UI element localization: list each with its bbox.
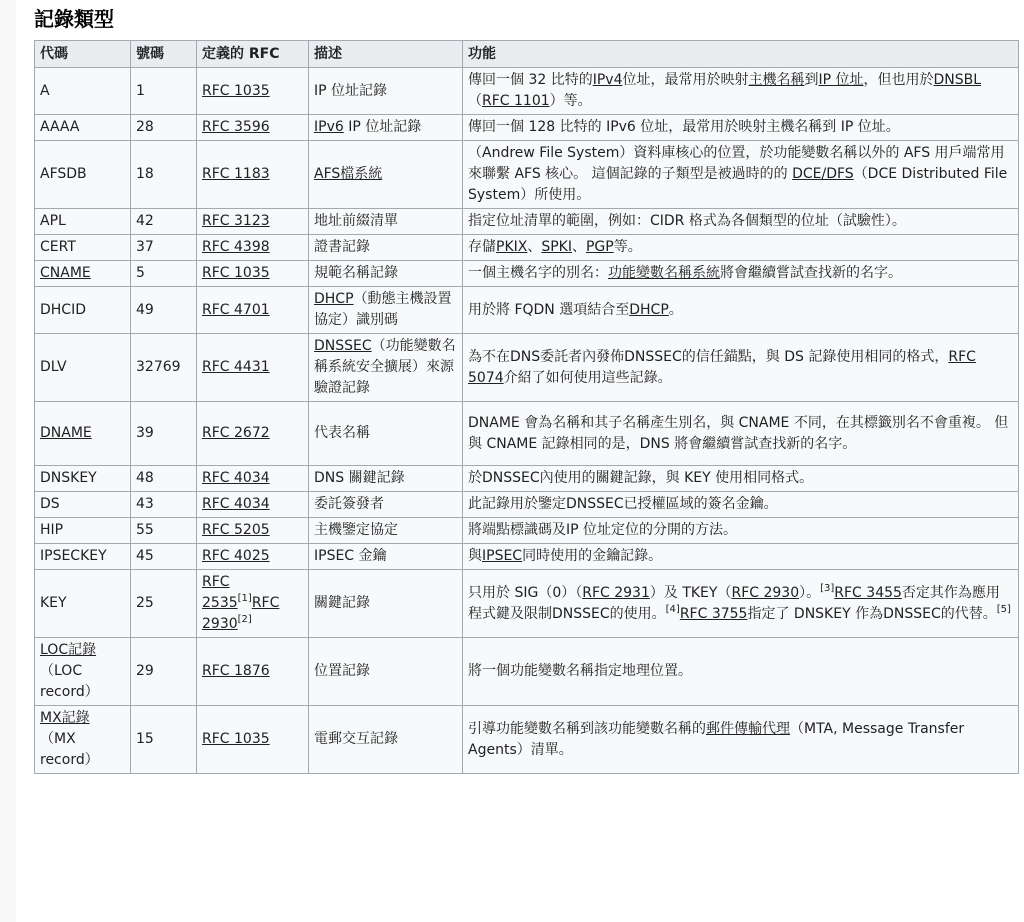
cell-text: CERT <box>40 239 76 255</box>
cell-text: 主機鑒定協定 <box>314 522 398 538</box>
table-row <box>35 706 1019 774</box>
cell-number <box>131 544 197 570</box>
cell-description <box>309 570 463 638</box>
cell-number <box>131 570 197 638</box>
cell-rfc <box>197 287 309 334</box>
cell-link[interactable]: IPSEC <box>482 548 523 564</box>
cell-text: 5 <box>136 265 145 281</box>
cell-text: 37 <box>136 239 154 255</box>
cell-link[interactable]: PKIX <box>496 239 528 255</box>
cell-text: 關鍵記錄 <box>314 595 370 611</box>
cell-link[interactable]: RFC 1183 <box>202 166 270 182</box>
cell-text: 與 <box>468 548 482 564</box>
cell-link[interactable]: DHCP <box>314 291 354 307</box>
cell-description <box>309 466 463 492</box>
cell-text: 到 <box>804 72 819 88</box>
cell-text: AFSDB <box>40 166 87 182</box>
cell-text: （Andrew File System）資料庫核心的位置，於功能變數名稱以外的 AFS 用戶端常用來聯繫 AFS 核心。 這個記錄的子類型是被過時的的 <box>468 145 1005 182</box>
cell-link[interactable]: RFC 1035 <box>202 265 270 281</box>
cell-function <box>463 209 1019 235</box>
cell-link[interactable]: PGP <box>585 239 614 255</box>
cell-text: 同時使用的金鑰記錄。 <box>522 548 663 564</box>
cell-text: 28 <box>136 119 154 135</box>
cell-number <box>131 68 197 115</box>
cell-code <box>35 68 131 115</box>
cell-text: 25 <box>136 595 154 611</box>
cell-function <box>463 115 1019 141</box>
cell-link[interactable]: DNAME <box>40 425 92 441</box>
cell-text: 1 <box>136 82 145 99</box>
cell-description <box>309 492 463 518</box>
cell-function <box>463 706 1019 774</box>
table-row <box>35 544 1019 570</box>
cell-function <box>463 466 1019 492</box>
cell-text: （功能變數名稱系統安全擴展）來源驗證記錄 <box>314 338 456 396</box>
cell-text: ，但也用於 <box>863 72 934 88</box>
cell-function <box>463 261 1019 287</box>
cell-description <box>309 334 463 402</box>
cell-text: （LOC record） <box>40 663 99 700</box>
cell-code <box>35 492 131 518</box>
cell-text: 18 <box>136 166 154 182</box>
cell-text: 規範名稱記錄 <box>314 265 398 281</box>
cell-number <box>131 287 197 334</box>
cell-text: IP 位址記錄 <box>343 119 422 135</box>
header-rfc: 定義的 RFC <box>197 41 309 68</box>
cell-text: 。 <box>668 301 683 318</box>
cell-function <box>463 402 1019 466</box>
cell-rfc <box>197 115 309 141</box>
cell-code <box>35 287 131 334</box>
cell-link[interactable]: RFC 1101 <box>482 93 550 109</box>
record-types-table <box>34 40 1019 774</box>
cell-text: 43 <box>136 496 154 512</box>
cell-code <box>35 466 131 492</box>
cell-description <box>309 115 463 141</box>
cell-link[interactable]: RFC 4025 <box>202 548 270 564</box>
cell-rfc <box>197 235 309 261</box>
cell-text: IP 位址記錄 <box>314 82 388 99</box>
cell-text: IPSEC 金鑰 <box>314 548 387 564</box>
cell-link[interactable]: RFC 3455 <box>834 584 902 601</box>
cell-link[interactable]: 主機名稱 <box>748 72 805 88</box>
cell-text: 引導功能變數名稱到該功能變數名稱的 <box>468 720 706 737</box>
cell-description <box>309 706 463 774</box>
cell-number <box>131 492 197 518</box>
cell-link[interactable]: 功能變數名稱系統 <box>608 265 720 281</box>
cell-rfc <box>197 544 309 570</box>
table-row <box>35 518 1019 544</box>
cell-number <box>131 466 197 492</box>
footnote-ref[interactable]: [1] <box>237 593 252 604</box>
cell-number <box>131 402 197 466</box>
cell-link[interactable]: RFC 4398 <box>202 239 270 255</box>
cell-text: 用於將 FQDN 選項結合至 <box>468 301 630 318</box>
cell-text: 45 <box>136 548 154 564</box>
cell-text: 29 <box>136 663 154 679</box>
cell-function <box>463 68 1019 115</box>
cell-text: 委託簽發者 <box>314 496 384 512</box>
cell-rfc <box>197 492 309 518</box>
cell-code <box>35 544 131 570</box>
cell-code <box>35 402 131 466</box>
footnote-ref[interactable]: [2] <box>237 614 252 625</box>
cell-text: 指定了 DNSKEY 作為DNSSEC的代替。 <box>747 605 997 622</box>
cell-description <box>309 287 463 334</box>
cell-link[interactable]: RFC 2535 <box>202 574 238 611</box>
table-row <box>35 287 1019 334</box>
header-description: 描述 <box>309 41 463 68</box>
table-row <box>35 334 1019 402</box>
table-row <box>35 466 1019 492</box>
footnote-ref[interactable]: [4] <box>665 603 680 615</box>
table-row <box>35 261 1019 287</box>
cell-description <box>309 518 463 544</box>
cell-code <box>35 261 131 287</box>
cell-link[interactable]: DHCP <box>629 301 669 318</box>
cell-number <box>131 518 197 544</box>
cell-text: 將端點標識碼及IP 位址定位的分開的方法。 <box>468 522 738 538</box>
cell-description <box>309 209 463 235</box>
cell-link[interactable]: RFC 4034 <box>202 496 270 512</box>
cell-text: 將一個功能變數名稱指定地理位置。 <box>468 663 692 679</box>
header-function: 功能 <box>463 41 1019 68</box>
cell-text: 指定位址清單的範圍，例如：CIDR 格式為各個類型的位址（試驗性）。 <box>468 213 906 229</box>
cell-link[interactable]: RFC 1876 <box>202 663 270 679</box>
cell-text: 32769 <box>136 359 181 375</box>
cell-text: 電郵交互記錄 <box>314 731 398 747</box>
cell-text: 15 <box>136 731 154 747</box>
cell-description <box>309 235 463 261</box>
cell-link[interactable]: RFC 4431 <box>202 359 270 375</box>
cell-text: APL <box>40 213 66 229</box>
cell-function <box>463 638 1019 706</box>
cell-rfc <box>197 518 309 544</box>
header-row <box>35 41 1019 68</box>
cell-text: 地址前綴清單 <box>314 213 398 229</box>
cell-rfc <box>197 638 309 706</box>
cell-code <box>35 209 131 235</box>
cell-description <box>309 141 463 209</box>
table-row <box>35 402 1019 466</box>
cell-text: 位置記錄 <box>314 663 370 679</box>
cell-text: 傳回一個 32 比特的 <box>468 72 593 88</box>
cell-link[interactable]: DNSSEC <box>314 338 372 354</box>
cell-description <box>309 402 463 466</box>
cell-text: 傳回一個 128 比特的 IPv6 位址，最常用於映射主機名稱到 IP 位址。 <box>468 119 900 135</box>
cell-link[interactable]: DNSBL <box>933 72 982 88</box>
cell-link[interactable]: RFC 4701 <box>202 301 270 318</box>
cell-rfc <box>197 68 309 115</box>
cell-text: 42 <box>136 213 154 229</box>
article-content <box>34 0 1018 774</box>
cell-link[interactable]: RFC 3123 <box>202 213 270 229</box>
cell-link[interactable]: MX記錄 <box>40 710 90 726</box>
cell-rfc <box>197 570 309 638</box>
cell-text: DNAME 會為名稱和其子名稱產生別名，與 CNAME 不同，在其標籤別名不會重複。 但與 CNAME 記錄相同的是，DNS 將會繼續嘗試查找新的名字。 <box>468 414 1009 452</box>
cell-code <box>35 235 131 261</box>
cell-text: 此記錄用於鑒定DNSSEC已授權區域的簽名金鑰。 <box>468 496 778 512</box>
cell-text: 55 <box>136 522 154 538</box>
cell-function <box>463 492 1019 518</box>
cell-rfc <box>197 261 309 287</box>
cell-link[interactable]: RFC 2672 <box>202 425 270 441</box>
cell-link[interactable]: CNAME <box>40 265 91 281</box>
cell-text: 為不在DNS委託者內發佈DNSSEC的信任錨點，與 DS 記錄使用相同的格式， <box>468 348 949 365</box>
header-code: 代碼 <box>35 41 131 68</box>
cell-text: 代表名稱 <box>314 425 370 441</box>
cell-link[interactable]: RFC 2931 <box>582 584 650 601</box>
cell-text: DNSKEY <box>40 470 97 486</box>
cell-text: 等。 <box>613 239 642 255</box>
cell-function <box>463 544 1019 570</box>
table-row <box>35 235 1019 261</box>
cell-link[interactable]: LOC記錄 <box>40 642 97 658</box>
cell-link[interactable]: 郵件傳輸代理 <box>706 720 790 737</box>
cell-code <box>35 518 131 544</box>
cell-text: AAAA <box>40 119 80 135</box>
cell-link[interactable]: RFC 2930 <box>731 584 800 601</box>
cell-link[interactable]: RFC 3596 <box>202 119 270 135</box>
cell-code <box>35 570 131 638</box>
cell-text: 、 <box>571 239 586 255</box>
cell-text: 介紹了如何使用這些記錄。 <box>503 369 672 386</box>
cell-function <box>463 334 1019 402</box>
cell-text: 將會繼續嘗試查找新的名字。 <box>720 265 902 281</box>
cell-link[interactable]: SPKI <box>541 239 572 255</box>
cell-link[interactable]: RFC 4034 <box>202 470 270 486</box>
cell-code <box>35 141 131 209</box>
cell-code <box>35 334 131 402</box>
cell-number <box>131 235 197 261</box>
cell-text: 證書記錄 <box>314 239 370 255</box>
cell-link[interactable]: RFC 1035 <box>202 82 270 99</box>
cell-rfc <box>197 334 309 402</box>
cell-text: 於DNSSEC內使用的關鍵記錄，與 KEY 使用相同格式。 <box>468 470 814 486</box>
cell-text: IPSECKEY <box>40 548 107 564</box>
cell-description <box>309 638 463 706</box>
cell-link[interactable]: RFC 2930 <box>202 595 280 632</box>
cell-function <box>463 570 1019 638</box>
cell-rfc <box>197 466 309 492</box>
cell-text: （動態主機設置協定）識別碼 <box>314 291 452 328</box>
cell-rfc <box>197 141 309 209</box>
cell-rfc <box>197 402 309 466</box>
cell-function <box>463 141 1019 209</box>
cell-function <box>463 287 1019 334</box>
table-row <box>35 68 1019 115</box>
cell-text: KEY <box>40 595 67 611</box>
cell-text: HIP <box>40 522 64 538</box>
table-row <box>35 115 1019 141</box>
cell-text: （MX record） <box>40 731 99 768</box>
cell-text: 只用於 SIG（0）（ <box>468 584 583 601</box>
cell-link[interactable]: AFS檔系統 <box>314 166 383 182</box>
cell-text: 、 <box>527 239 542 255</box>
cell-text: 48 <box>136 470 154 486</box>
cell-text: （ <box>468 93 482 109</box>
cell-text: 否定其作為應用程式鍵及限制DNSSEC的使用。 <box>468 584 1000 622</box>
left-gutter <box>0 0 16 922</box>
cell-link[interactable]: IPv6 <box>314 119 344 135</box>
cell-text: ）及 TKEY（ <box>649 584 732 601</box>
cell-code <box>35 115 131 141</box>
cell-rfc <box>197 209 309 235</box>
table-row <box>35 209 1019 235</box>
cell-description <box>309 544 463 570</box>
cell-text: 49 <box>136 301 154 318</box>
cell-text: 39 <box>136 425 154 441</box>
cell-link[interactable]: RFC 3755 <box>679 605 748 622</box>
cell-link[interactable]: RFC 5074 <box>468 348 976 386</box>
cell-text: 存儲 <box>468 239 496 255</box>
table-row <box>35 570 1019 638</box>
cell-number <box>131 115 197 141</box>
cell-function <box>463 518 1019 544</box>
cell-description <box>309 68 463 115</box>
cell-number <box>131 638 197 706</box>
cell-link[interactable]: IP 位址 <box>818 72 864 88</box>
table-row <box>35 141 1019 209</box>
cell-text: ）等。 <box>549 93 592 109</box>
cell-number <box>131 209 197 235</box>
cell-text: ）。 <box>799 584 821 601</box>
cell-text: 一個主機名字的別名： <box>468 265 608 281</box>
cell-rfc <box>197 706 309 774</box>
cell-text: DS <box>40 496 60 512</box>
cell-text: （MTA, Message Transfer Agents）清單。 <box>468 720 965 758</box>
cell-text: DNS 關鍵記錄 <box>314 470 405 486</box>
section-title: 記錄類型 <box>34 7 114 31</box>
footnote-ref[interactable]: [3] <box>820 582 835 594</box>
cell-code <box>35 706 131 774</box>
cell-text: DHCID <box>40 301 86 318</box>
cell-number <box>131 261 197 287</box>
cell-text: 位址，最常用於映射 <box>622 72 749 88</box>
table-row <box>35 638 1019 706</box>
cell-code <box>35 638 131 706</box>
cell-function <box>463 235 1019 261</box>
cell-link[interactable]: RFC 5205 <box>202 522 270 538</box>
table-row <box>35 492 1019 518</box>
cell-number <box>131 334 197 402</box>
footnote-ref[interactable]: [5] <box>996 603 1011 615</box>
cell-link[interactable]: DCE/DFS <box>792 166 854 182</box>
cell-text: A <box>40 82 50 99</box>
cell-number <box>131 141 197 209</box>
cell-text: （DCE Distributed File System）所使用。 <box>468 166 1008 203</box>
cell-link[interactable]: IPv4 <box>592 72 623 88</box>
header-number: 號碼 <box>131 41 197 68</box>
cell-number <box>131 706 197 774</box>
cell-text: DLV <box>40 359 67 375</box>
cell-description <box>309 261 463 287</box>
cell-link[interactable]: RFC 1035 <box>202 731 270 747</box>
